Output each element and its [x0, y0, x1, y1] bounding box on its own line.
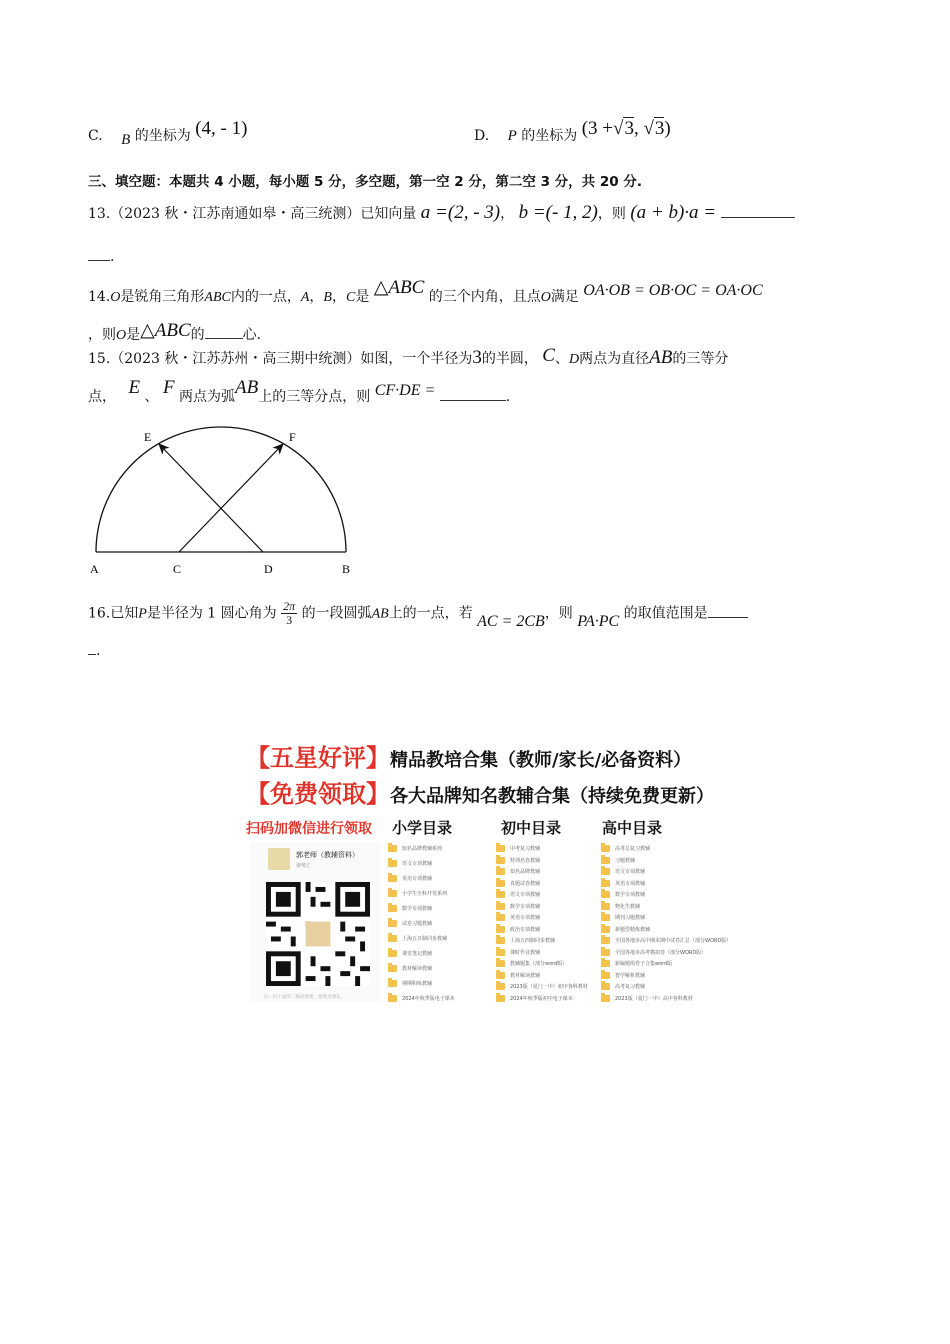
q15-source: 15.（2023 秋・江苏苏州・高三期中统测）如图，一个半径为: [88, 351, 473, 367]
qr-code[interactable]: [266, 882, 370, 986]
folder-icon: [496, 926, 505, 933]
folder-item[interactable]: [388, 979, 493, 988]
folder-label: 上海五日制同步教辅: [402, 936, 448, 942]
ad-banner[interactable]: [246, 738, 732, 1004]
folder-label: 教辅题集（部分word版）: [510, 961, 568, 967]
folder-item[interactable]: [388, 949, 493, 958]
option-d-label: D.: [474, 128, 490, 144]
vector-cf: [179, 444, 283, 552]
folder-icon: [601, 937, 610, 944]
folder-icon: [601, 891, 610, 898]
q15-expression: CF·DE =: [374, 382, 436, 399]
ad-line2-red: 【免费领取】: [246, 779, 390, 808]
folder-item[interactable]: [601, 982, 706, 991]
folder-icon: [601, 960, 610, 967]
q13-answer-blank-2[interactable]: [88, 246, 110, 261]
option-d-value: (3 +√3, √3): [581, 118, 671, 139]
folder-item[interactable]: [496, 994, 598, 1003]
q14-triangle: △ABC: [373, 277, 425, 298]
folder-label: 习题教辅: [615, 857, 636, 864]
folder-icon: [496, 857, 505, 864]
q14-t8: 心.: [242, 327, 262, 343]
folder-label: 数学专项教辅: [402, 906, 433, 912]
q13-answer-blank[interactable]: [721, 203, 795, 218]
question-15: [88, 347, 728, 369]
folder-item[interactable]: [601, 867, 706, 876]
folder-label: 英语专项教辅: [615, 880, 646, 887]
folder-label: 期期积练教辅: [402, 981, 433, 987]
folder-label: 政治专项教辅: [510, 926, 541, 933]
folder-item[interactable]: [496, 959, 598, 968]
folder-item[interactable]: [496, 982, 598, 991]
q16-fraction: [281, 600, 297, 627]
q15-t1: 的半圆，: [481, 351, 538, 367]
folder-label: 教材解读教辅: [402, 966, 433, 972]
option-d-point: P: [507, 128, 517, 144]
folder-item[interactable]: [496, 902, 598, 911]
q16-t1: 是半径为 1 圆心角为: [146, 605, 277, 622]
folder-icon: [388, 860, 397, 867]
folder-item[interactable]: [388, 874, 493, 883]
label-f: F: [289, 430, 296, 444]
folder-icon: [496, 972, 505, 979]
q14-o2: O: [540, 290, 551, 305]
folder-item[interactable]: [496, 913, 598, 922]
q15-f: F: [162, 377, 175, 398]
folder-label: 2024年秋季版初中电子课本: [510, 995, 573, 1002]
q14-answer-blank[interactable]: [205, 324, 243, 339]
q13-blank-continue: [88, 246, 114, 265]
q16-t3: 上的一点，若: [388, 605, 473, 622]
q15-ab: AB: [649, 347, 673, 368]
q14-t1: 是锐角三角形: [120, 289, 205, 305]
ad-line2-black: 各大品牌知名教辅合集（持续免费更新）: [390, 786, 714, 807]
q15-ab-2: AB: [235, 377, 259, 398]
folder-item[interactable]: [601, 913, 706, 922]
folder-icon: [496, 914, 505, 921]
folder-icon: [601, 995, 610, 1002]
folder-item[interactable]: [496, 925, 598, 934]
folder-icon: [496, 891, 505, 898]
q15-radius: 3: [472, 347, 482, 368]
folder-icon: [388, 995, 397, 1002]
q14-triangle-2: △ABC: [140, 320, 191, 341]
q14-t7: 的: [190, 327, 205, 343]
folder-icon: [496, 880, 505, 887]
folder-icon: [496, 845, 505, 852]
ad-head-senior: 高中目录: [602, 819, 663, 837]
folder-label: 高考复习教辅: [615, 984, 646, 990]
folder-label: 语文专项教辅: [510, 892, 541, 898]
option-c-value: (4, - 1): [195, 118, 248, 139]
folder-label: 英语专项教辅: [510, 915, 541, 921]
folder-item[interactable]: [388, 994, 493, 1003]
option-d-root1: 3: [624, 118, 634, 139]
folder-icon: [388, 845, 397, 852]
folder-icon: [388, 965, 397, 972]
ad-line-2: [246, 774, 714, 809]
contact-sub: 聚鹭汇: [296, 863, 312, 869]
option-c-label: C.: [88, 128, 103, 144]
folder-icon: [496, 960, 505, 967]
q13-source: 13.（2023 秋・江苏南通如皋・高三统测）已知向量: [88, 206, 417, 222]
folder-item[interactable]: [601, 902, 706, 911]
folder-label: 真题试卷教辅: [510, 880, 541, 887]
label-b: B: [342, 562, 351, 576]
folder-icon: [601, 983, 610, 990]
folder-label: 特训名卷教辅: [510, 857, 541, 864]
semicircle-figure: [86, 422, 366, 580]
folder-icon: [388, 890, 397, 897]
q15-end: .: [505, 389, 511, 405]
folder-label: 2023版（夏门一中）高中各科教材: [615, 995, 693, 1002]
senior-list: [601, 838, 732, 1002]
q14-c: C: [345, 290, 356, 305]
q16-p: P: [138, 606, 147, 622]
folder-label: 全国各地市高考模拟卷（部分WORD版）: [615, 949, 707, 956]
vector-de: [159, 444, 263, 552]
folder-icon: [388, 875, 397, 882]
folder-icon: [601, 972, 610, 979]
contact-name: 郭老师（教辅资料）: [296, 851, 359, 859]
folder-item[interactable]: [496, 844, 598, 853]
folder-icon: [496, 995, 505, 1002]
q14-t4: 满足: [550, 289, 579, 305]
ad-head-primary: 小学目录: [392, 819, 453, 837]
ad-head-junior: 初中目录: [501, 819, 562, 837]
folder-label: 教材解读教辅: [510, 972, 541, 979]
option-c: [88, 118, 248, 148]
q15-t6: 上的三等分点，则: [258, 389, 371, 405]
q15-t3: 的三等分: [672, 351, 729, 367]
q16-t4: ，则: [544, 605, 573, 622]
ad-line1-red: 【五星好评】: [246, 743, 390, 772]
q16-ab: AB: [371, 606, 389, 622]
folder-icon: [496, 937, 505, 944]
folder-item[interactable]: [496, 856, 598, 865]
folder-label: 数学专项教辅: [510, 903, 541, 910]
folder-item[interactable]: [601, 879, 706, 888]
folder-icon: [496, 983, 505, 990]
q14-number: 14.: [88, 289, 111, 305]
q13-expression: (a + b)·a =: [630, 202, 717, 223]
folder-label: 数学专项教辅: [615, 892, 646, 898]
q13-end: .: [110, 249, 115, 265]
option-d-root2: 3: [654, 118, 665, 139]
folder-item[interactable]: [388, 859, 493, 868]
folder-item[interactable]: [601, 856, 706, 865]
folder-item[interactable]: [388, 919, 493, 928]
folder-label: 语文专项教辅: [615, 869, 646, 875]
folder-icon: [601, 857, 610, 864]
semicircle-arc: [96, 427, 346, 552]
folder-icon: [388, 980, 397, 987]
folder-label: 课时作业教辅: [510, 949, 541, 956]
q13-comma: ，: [500, 206, 515, 222]
folder-item[interactable]: [601, 844, 706, 853]
folder-item[interactable]: [601, 890, 706, 899]
q16-answer-blank[interactable]: [708, 603, 748, 618]
q14-t2: 内的一点，: [230, 289, 301, 305]
folder-item[interactable]: [601, 959, 706, 968]
folder-label: 中考复习教辅: [510, 846, 541, 852]
q16-condition: AC = 2CB: [477, 612, 545, 630]
folder-item[interactable]: [496, 948, 598, 957]
ad-scan-text: 扫码加微信进行领取: [246, 821, 372, 837]
folder-icon: [388, 950, 397, 957]
folder-icon: [601, 914, 610, 921]
q15-dun-2: 、: [144, 389, 159, 405]
question-15-line2: [88, 377, 511, 407]
folder-label: 智学解析教辅: [615, 972, 646, 979]
junior-list: [496, 838, 598, 1002]
ad-line1-black: 精品教培合集（教师/家长/必备资料）: [390, 750, 692, 771]
folder-label: 全国各地市高中期末期中试卷汇总（部分WORD版）: [615, 938, 732, 944]
folder-label: 高考总复习教辅: [615, 846, 651, 852]
folder-icon: [601, 903, 610, 910]
primary-list: [388, 838, 493, 1002]
label-c: C: [173, 562, 182, 576]
option-d-text: 的坐标为: [521, 128, 578, 144]
ad-line-1: [246, 738, 691, 773]
qr-hint: 扫一扫上面的二维码图案，加我为朋友。: [264, 995, 345, 1000]
q14-t5: ，则: [88, 327, 116, 343]
question-14: 14.O是锐角三角形ABC内的一点，A，B，C是 △ABC 的三个内角，且点O满足 OA·OB = OB·OC = OA·OC: [88, 277, 763, 305]
folder-label: 课堂笔记教辅: [402, 951, 433, 957]
q16-blank-continue: [88, 640, 100, 659]
folder-icon: [601, 926, 610, 933]
folder-item[interactable]: [388, 889, 493, 898]
folder-label: 英语专项教辅: [402, 876, 433, 882]
q14-b: B: [323, 290, 332, 305]
q16-end: .: [96, 643, 101, 659]
label-a: A: [90, 562, 99, 576]
folder-label: 物化生教辅: [615, 903, 641, 910]
q13-then: ，则: [597, 206, 626, 222]
q16-answer-blank-2[interactable]: [88, 640, 96, 655]
q16-t5: 的取值范围是: [623, 605, 708, 622]
folder-icon: [496, 903, 505, 910]
folder-icon: [496, 868, 505, 875]
q15-t2: 两点为直径: [579, 351, 650, 367]
q16-number: 16.已知: [88, 605, 139, 622]
label-e: E: [144, 430, 152, 444]
folder-label: 小学生全科开发系列: [402, 891, 448, 897]
label-d: D: [264, 562, 273, 576]
q14-a: A: [300, 290, 310, 305]
q15-t5: 两点为弧: [179, 389, 236, 405]
option-d: [474, 118, 671, 146]
q16-frac-num: 2π: [283, 599, 296, 613]
q14-o3: O: [116, 328, 127, 343]
folder-icon: [601, 868, 610, 875]
folder-item[interactable]: [496, 890, 598, 899]
folder-label: 期刊习题教辅: [615, 915, 646, 921]
folder-label: 上海五四制同步教辅: [510, 938, 556, 944]
q16-frac-den: 3: [286, 613, 293, 627]
q16-t2: 的一段圆弧: [301, 605, 372, 622]
folder-item[interactable]: [601, 971, 706, 980]
folder-icon: [496, 949, 505, 956]
q13-b-def: b =(- 1, 2): [518, 202, 598, 223]
folder-label: 试卷习题教辅: [402, 921, 433, 927]
question-16: [88, 599, 748, 630]
q14-o: O: [110, 290, 121, 305]
q14-abc: ABC: [204, 290, 231, 305]
folder-icon: [388, 920, 397, 927]
q15-answer-blank[interactable]: [440, 386, 506, 401]
folder-icon: [601, 880, 610, 887]
folder-item[interactable]: [496, 936, 598, 945]
folder-icon: [388, 935, 397, 942]
q14-is: 是: [355, 289, 370, 305]
folder-label: 2023版（夏门一中）初中各科教材: [510, 984, 588, 990]
folder-item[interactable]: [388, 964, 493, 973]
folder-item[interactable]: [496, 971, 598, 980]
folder-label: 2024年秋季版电子课本: [402, 996, 455, 1002]
q14-condition: OA·OB = OB·OC = OA·OC: [583, 282, 763, 299]
q13-a-def: a =(2, - 3): [420, 202, 501, 223]
folder-item[interactable]: [388, 934, 493, 943]
section-3-title: 三、填空题：本题共 4 小题，每小题 5 分，多空题，第一空 2 分，第二空 3 分，共 20 分.: [88, 174, 642, 190]
folder-item[interactable]: [601, 936, 732, 945]
folder-item[interactable]: [496, 879, 598, 888]
folder-label: 新题型精炼教辅: [615, 926, 651, 933]
folder-item[interactable]: [388, 844, 493, 853]
q15-d: D: [568, 352, 580, 367]
folder-label: 新编题组卷子合集word版: [615, 961, 673, 967]
option-c-point: B: [121, 132, 131, 148]
folder-icon: [388, 905, 397, 912]
option-c-text: 的坐标为: [134, 128, 191, 144]
folder-label: 知名品牌教辅系列: [402, 846, 443, 852]
q15-dun: 、: [554, 351, 569, 367]
q15-e: E: [128, 377, 141, 398]
folder-label: 语文专项教辅: [402, 861, 433, 867]
q14-t6: 是: [126, 327, 141, 343]
q16-expression: PA·PC: [577, 612, 620, 630]
folder-item[interactable]: [601, 994, 706, 1003]
folder-item[interactable]: [496, 867, 598, 876]
option-d-a: 3 +: [588, 118, 614, 139]
folder-label: 知名品牌教辅: [510, 869, 541, 875]
question-14-line2: [88, 322, 261, 345]
folder-icon: [601, 845, 610, 852]
folder-item[interactable]: [601, 948, 706, 957]
avatar: [268, 848, 290, 870]
q15-c: C: [542, 345, 555, 366]
folder-item[interactable]: [388, 904, 493, 913]
folder-icon: [601, 949, 610, 956]
folder-item[interactable]: [601, 925, 706, 934]
contact-card[interactable]: [250, 842, 380, 1002]
q14-t3: 的三个内角，且点: [428, 289, 541, 305]
question-13: [88, 202, 795, 224]
q15-t4: 点，: [88, 389, 116, 405]
